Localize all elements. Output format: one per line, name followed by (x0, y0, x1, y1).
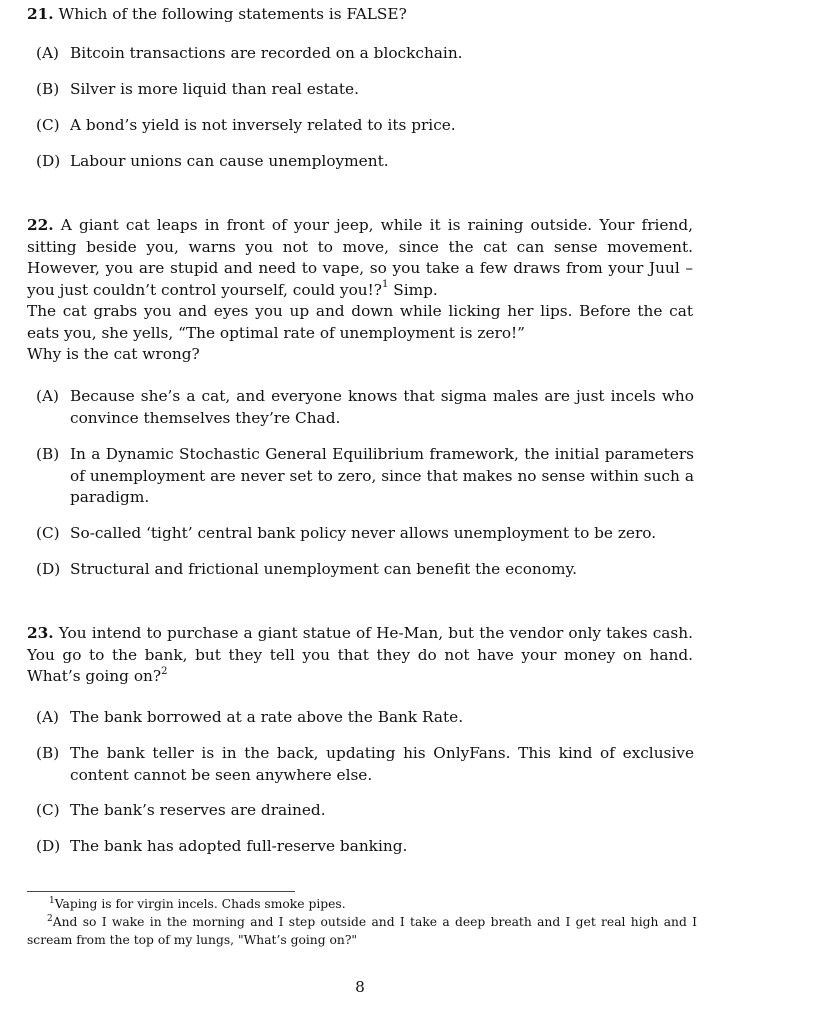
question-21 (27, 4, 693, 26)
question-22-paragraph-3: Why is the cat wrong? (27, 345, 200, 363)
option-text: A bond’s yield is not inversely related to its price. (70, 116, 456, 134)
option-label: (A) (36, 387, 59, 405)
question-text-tail: Simp. (388, 280, 438, 299)
option-label: (C) (36, 524, 60, 542)
footnote-1 (27, 895, 697, 913)
option-21-d (36, 151, 694, 173)
footnote-mark: 1 (49, 895, 55, 906)
option-22-d (36, 559, 694, 581)
footnote-mark: 2 (47, 913, 53, 924)
footnote-text: Vaping is for virgin incels. Chads smoke pipes. (54, 897, 346, 911)
option-22-b (36, 444, 694, 509)
option-label: (B) (36, 445, 60, 463)
question-text: You intend to purchase a giant statue of He-Man, but the vendor only takes cash. You go to the bank, but they tell you that they do not have your money on hand. What’s going on? (27, 624, 693, 685)
footnote-divider (27, 891, 295, 892)
option-text: So-called ‘tight’ central bank policy never allows unemployment to be zero. (70, 524, 657, 542)
option-21-a (36, 43, 694, 65)
question-text: Which of the following statements is FALSE? (58, 5, 407, 23)
option-text: The bank has adopted full-reserve banking. (70, 837, 408, 855)
option-label: (C) (36, 801, 60, 819)
question-number: 22. (27, 216, 54, 234)
question-22-paragraph-2: The cat grabs you and eyes you up and down while licking her lips. Before the cat eats you, she yells, “The optimal rate of unemployment is zero!” (27, 302, 693, 342)
option-text: The bank’s reserves are drained. (70, 801, 326, 819)
footnote-2 (27, 913, 697, 949)
option-23-d (36, 836, 694, 858)
option-22-a (36, 386, 694, 429)
option-22-c (36, 523, 694, 545)
option-label: (B) (36, 744, 60, 762)
option-label: (D) (36, 560, 61, 578)
footnote-text: And so I wake in the morning and I step outside and I take a deep breath and I get real high and I scream from the top of my lungs, "What’s going on?" (27, 915, 697, 947)
option-23-c (36, 800, 694, 822)
footnote-ref-2: 2 (161, 665, 168, 677)
option-label: (C) (36, 116, 60, 134)
option-text: Structural and frictional unemployment can benefit the economy. (70, 560, 577, 578)
option-21-b (36, 79, 694, 101)
option-text: In a Dynamic Stochastic General Equilibrium framework, the initial parameters of unemployment are never set to zero, since that makes no sense within such a paradigm. (70, 445, 694, 506)
option-text: The bank borrowed at a rate above the Bank Rate. (70, 708, 464, 726)
question-number: 21. (27, 5, 54, 23)
option-text: Bitcoin transactions are recorded on a blockchain. (70, 44, 463, 62)
option-23-b (36, 743, 694, 786)
question-22 (27, 215, 693, 366)
option-text: Silver is more liquid than real estate. (70, 80, 359, 98)
option-text: Labour unions can cause unemployment. (70, 152, 389, 170)
option-text: Because she’s a cat, and everyone knows that sigma males are just incels who convince themselves they’re Chad. (70, 387, 694, 427)
option-label: (A) (36, 44, 59, 62)
option-21-c (36, 115, 694, 137)
option-label: (D) (36, 152, 61, 170)
question-text: A giant cat leaps in front of your jeep, while it is raining outside. Your friend, sitting beside you, warns you not to move, since the cat can sense movement. However, you are stupid and need to vape, so you take a few draws from your Juul – you just couldn’t control yourself, could you!? (27, 216, 693, 299)
footnote-ref-1: 1 (382, 279, 389, 291)
question-23 (27, 623, 693, 688)
question-number: 23. (27, 624, 54, 642)
option-label: (D) (36, 837, 61, 855)
option-text: The bank teller is in the back, updating his OnlyFans. This kind of exclusive content cannot be seen anywhere else. (70, 744, 694, 784)
option-23-a (36, 707, 694, 729)
page-number: 8 (355, 978, 365, 996)
question-22-paragraph-1 (27, 215, 693, 301)
option-label: (B) (36, 80, 60, 98)
option-label: (A) (36, 708, 59, 726)
